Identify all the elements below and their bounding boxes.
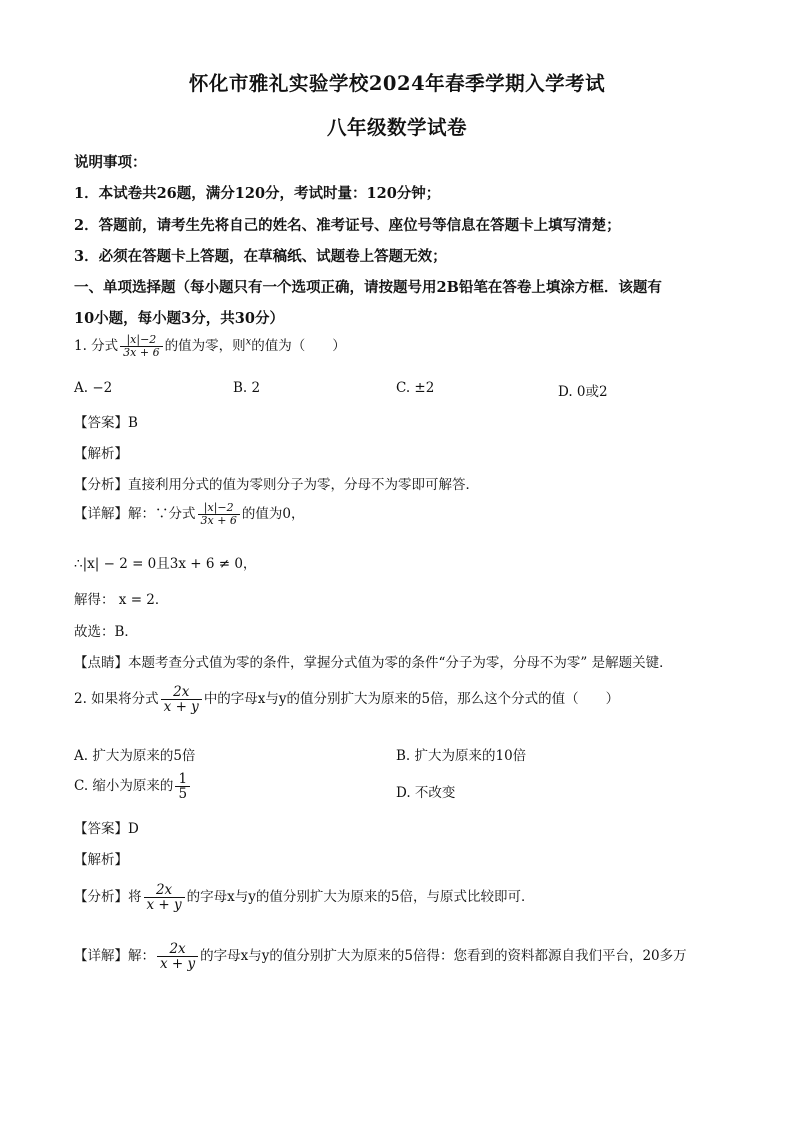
question-2	[74, 685, 619, 714]
q2-option-c-text: C. 缩小为原来的	[74, 778, 174, 795]
q1-step-3: 故选：B．	[74, 624, 138, 640]
q1-step-2: 解得： x = 2．	[74, 592, 169, 608]
note-2: 2．答题前，请考生先将自己的姓名、准考证号、座位号等信息在答题卡上填写清楚；	[74, 217, 621, 234]
q2-xiangjie-suffix: 的字母x与y的值分别扩大为原来的5倍得：您看到的资料都源自我们平台，20多万	[200, 948, 687, 965]
q2-prefix: 2. 如果将分式	[74, 691, 159, 708]
q2-option-a: A. 扩大为原来的5倍	[74, 748, 196, 764]
q2-fenxi-frac-denominator: x + y	[146, 897, 182, 914]
q1-xiangjie	[74, 502, 305, 527]
q2-fenxi-frac-numerator: 2x	[144, 883, 185, 898]
note-3: 3．必须在答题卡上答题，在草稿纸、试题卷上答题无效；	[74, 248, 447, 265]
q1-xiangjie-prefix: 【详解】解：∵分式	[74, 506, 196, 522]
q2-fraction	[161, 685, 202, 714]
q1-analysis-label: 【解析】	[74, 446, 128, 462]
q2-option-c-denominator: 5	[178, 786, 188, 803]
q1-fenxi: 【分析】直接利用分式的值为零则分子为零，分母不为零即可解答．	[74, 477, 479, 493]
q1-option-c: C. ±2	[396, 380, 435, 396]
q2-fenxi-prefix: 【分析】将	[74, 889, 142, 906]
q1-option-b: B. 2	[233, 380, 261, 396]
q1-fraction	[120, 334, 162, 358]
notes-heading: 说明事项：	[74, 154, 147, 171]
q2-option-c	[74, 772, 192, 801]
q2-fenxi-suffix: 的字母x与y的值分别扩大为原来的5倍，与原式比较即可．	[186, 889, 535, 906]
note-1: 1．本试卷共26题，满分120分，考试时量：120分钟；	[74, 185, 441, 202]
q2-frac-numerator: 2x	[161, 685, 202, 700]
q1-suffix-b: 的值为（ ）	[251, 338, 346, 354]
q1-xiangjie-fraction	[198, 502, 240, 526]
q2-answer: 【答案】D	[74, 821, 139, 837]
q1-frac-denominator: 3x + 6	[123, 346, 160, 359]
question-1	[74, 334, 346, 359]
q2-xiangjie-prefix: 【详解】解：	[74, 948, 155, 965]
q2-xiangjie-frac-numerator: 2x	[157, 942, 198, 957]
q2-analysis-label: 【解析】	[74, 852, 128, 868]
q1-frac-numerator: |x|−2	[120, 334, 162, 347]
q1-option-d: D. 0或2	[558, 384, 608, 400]
q2-xiangjie-fraction	[157, 942, 198, 971]
q1-step-1: ∴|x| − 2 = 0且3x + 6 ≠ 0，	[74, 556, 257, 572]
section1-heading: 一、单项选择题（每小题只有一个选项正确，请按题号用2B铅笔在答卷上填涂方框．该题有	[74, 279, 662, 296]
q1-var: x	[245, 336, 252, 348]
exam-subtitle: 八年级数学试卷	[326, 116, 467, 139]
q2-xiangjie	[74, 942, 687, 971]
q2-suffix: 中的字母x与y的值分别扩大为原来的5倍，那么这个分式的值（ ）	[203, 691, 620, 708]
q1-xiangjie-frac-denominator: 3x + 6	[200, 514, 237, 527]
q2-frac-denominator: x + y	[163, 699, 199, 716]
q1-option-a: A. −2	[74, 380, 113, 396]
q2-option-c-fraction	[175, 772, 190, 801]
q2-fenxi	[74, 883, 534, 912]
exam-title: 怀化市雅礼实验学校2024年春季学期入学考试	[188, 72, 606, 95]
q1-xiangjie-frac-numerator: |x|−2	[198, 502, 240, 515]
q2-option-d: D. 不改变	[396, 785, 456, 801]
q2-option-b: B. 扩大为原来的10倍	[396, 748, 527, 764]
q2-xiangjie-frac-denominator: x + y	[160, 956, 196, 973]
q1-prefix: 1. 分式	[74, 338, 119, 354]
q1-answer: 【答案】B	[74, 415, 138, 431]
q2-fenxi-fraction	[144, 883, 185, 912]
q1-suffix-a: 的值为零，则	[164, 338, 246, 354]
q1-dianjing: 【点睛】本题考查分式值为零的条件，掌握分式值为零的条件“分子为零，分母不为零” 是解题关键．	[74, 655, 673, 671]
q2-option-c-numerator: 1	[175, 772, 190, 787]
q1-xiangjie-suffix: 的值为0，	[241, 506, 305, 522]
section1-heading-cont: 10小题，每小题3分，共30分）	[74, 310, 284, 327]
